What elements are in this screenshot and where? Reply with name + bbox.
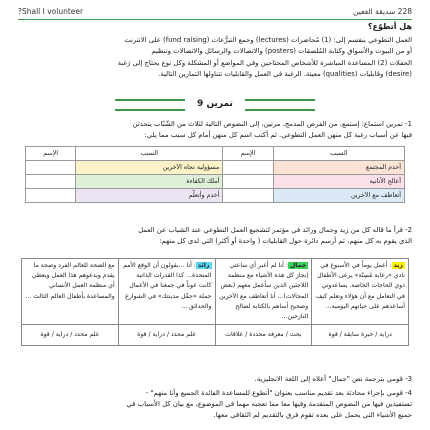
table-header-row: السبب الإسم السبب الإسم bbox=[26, 147, 405, 161]
table-row: أتعاطف مع الآخرين أخدم وأتعلّم bbox=[26, 189, 405, 203]
reasons-table bbox=[25, 146, 405, 203]
header-english: Shall I volunteer? bbox=[18, 6, 84, 16]
qualities-options[interactable]: بحث / معرفة محددة / علاقات bbox=[215, 325, 312, 346]
section-heading bbox=[18, 22, 412, 31]
answer-cell[interactable] bbox=[223, 189, 273, 203]
answer-cell[interactable] bbox=[223, 161, 273, 175]
answer-cell[interactable] bbox=[26, 161, 76, 175]
answer-cell[interactable] bbox=[26, 189, 76, 203]
exercise-banner bbox=[115, 99, 315, 111]
exercise-title: تمرين 9 bbox=[185, 95, 245, 113]
section-title: هل أتطوّع؟ bbox=[367, 22, 412, 31]
question-1: 1- تمرين استماع: إستمع، من الفرص المدمج، مرتين، إلى النصوص التالية لثلاث من الشّبّاب يتحدثن فيها عن أسباب رغبة كل منهن العمل التطوعي. ثم أكتب اسم كل منهن أمام كل سبب مما يلي: bbox=[132, 120, 412, 139]
testimonial-cell: جمال: أنا لم أعبر أي ساعتي إنجاز كل هذه الأشياء مع منظمة اللاجئين الذين سأعمل معهم (بعض المجالات)... أنا أتعاطف مع الآخرين وصحيح أساهم بالكتابة لصالح النازحين... bbox=[215, 259, 312, 325]
answer-cell[interactable] bbox=[26, 175, 76, 189]
table-row: أخدم المجتمع مسؤولية تجاه الآخرين bbox=[26, 161, 405, 175]
speaker-name: جمال bbox=[289, 262, 307, 269]
speaker-name: رائد bbox=[197, 262, 210, 269]
testimonial-cell: مع الصحة للعالم الفرد وصحة ما يقدم ويدعوهم هذا العمل ويعطي أي منظمة العمل الأنساني والمساعدة بأطفال العالم الثالث ... bbox=[22, 259, 119, 325]
intro-paragraph: العمل التطوعي ينقسم إلى: (1) مُحاضرات (lectures) وجمع التبرُّعات (fund raising) على الانترنت أو من البيوت والأسواق وكتابة المُلصقات (posters) والاتصالات والرسائل والاتصالات وتنظيم الحفلات (2) المساعدة المباشرة للأشخاص المحتاجين وفي المواضع أو المشكلة وكل نوع يحتاج إلى رَغبة (desire) وقابليات (qualities) معينة. الرغبة في العمل والقابليات تتناولها التمارين التالية. bbox=[117, 36, 412, 79]
question-3: 3- قومي بترجمة نص "جمال" أعلاه إلى اللغة الانجليزية. bbox=[254, 375, 412, 383]
qualities-options[interactable]: علم محدد / دراية / قوة bbox=[118, 325, 215, 346]
question-2: 2- قرأ ما قاله كل من زيد وجمال ورائد في مؤتمر لتشجيع العمل التطوعي عند الشباب عن العمل الذي يقوم به كل منهم، ثم أرسم دائرة حول القابليات ( واحدة أو أكثر) التي لدى كل منهم: bbox=[138, 226, 412, 245]
testimonial-cell: زيد: أعمل يوماً في الأسبوع في نادي «رعاية مُسِنّة» يرعى الأطفال ذوي الحاجات الخاصة. يساعدوني في التعامل مع أن هؤلاء وتعلم كيف أساعدهم على حياتهم اليومية... bbox=[312, 259, 409, 325]
qualities-options[interactable]: دراية / خبرة سابقة / قوة bbox=[312, 325, 409, 346]
question-4: 4- قومي بإجراء محادثة بعد تقديم مناسب بعنوان "أتطوع للمساعدة الفائدة الجميع وأنا منهم" - تستفيدين فيها من النصوص المتقدمة وفيها معا مما تعجبه مهما في الموضوع، مع بيان كل الأسباب في جميع الأشياء التي يحمل على بعده تقوم فرق بالتقديم لم الثقافي معها. bbox=[126, 389, 412, 419]
testimonials-row bbox=[22, 259, 409, 325]
testimonials-table bbox=[21, 258, 409, 346]
page-header bbox=[18, 4, 412, 18]
header-rule bbox=[18, 19, 412, 20]
qualities-options[interactable]: علم محدد / دراية / قوة bbox=[22, 325, 119, 346]
table-row: أعالج الأنانية أملك الكفاءة bbox=[26, 175, 405, 189]
qualities-row bbox=[22, 325, 409, 346]
page-number: 228 سديقة الفعين bbox=[353, 6, 412, 16]
answer-cell[interactable] bbox=[223, 175, 273, 189]
speaker-name: زيد bbox=[393, 262, 403, 269]
testimonial-cell: رائد: أنا ...يقولون أن الوقع الأمم المتحدة... كذا القدرات الذاتية كانت عوناً في جمعنا في الأعمال حملة «جمِّل مدينتك» في الشوارع والحدائق ... bbox=[118, 259, 215, 325]
